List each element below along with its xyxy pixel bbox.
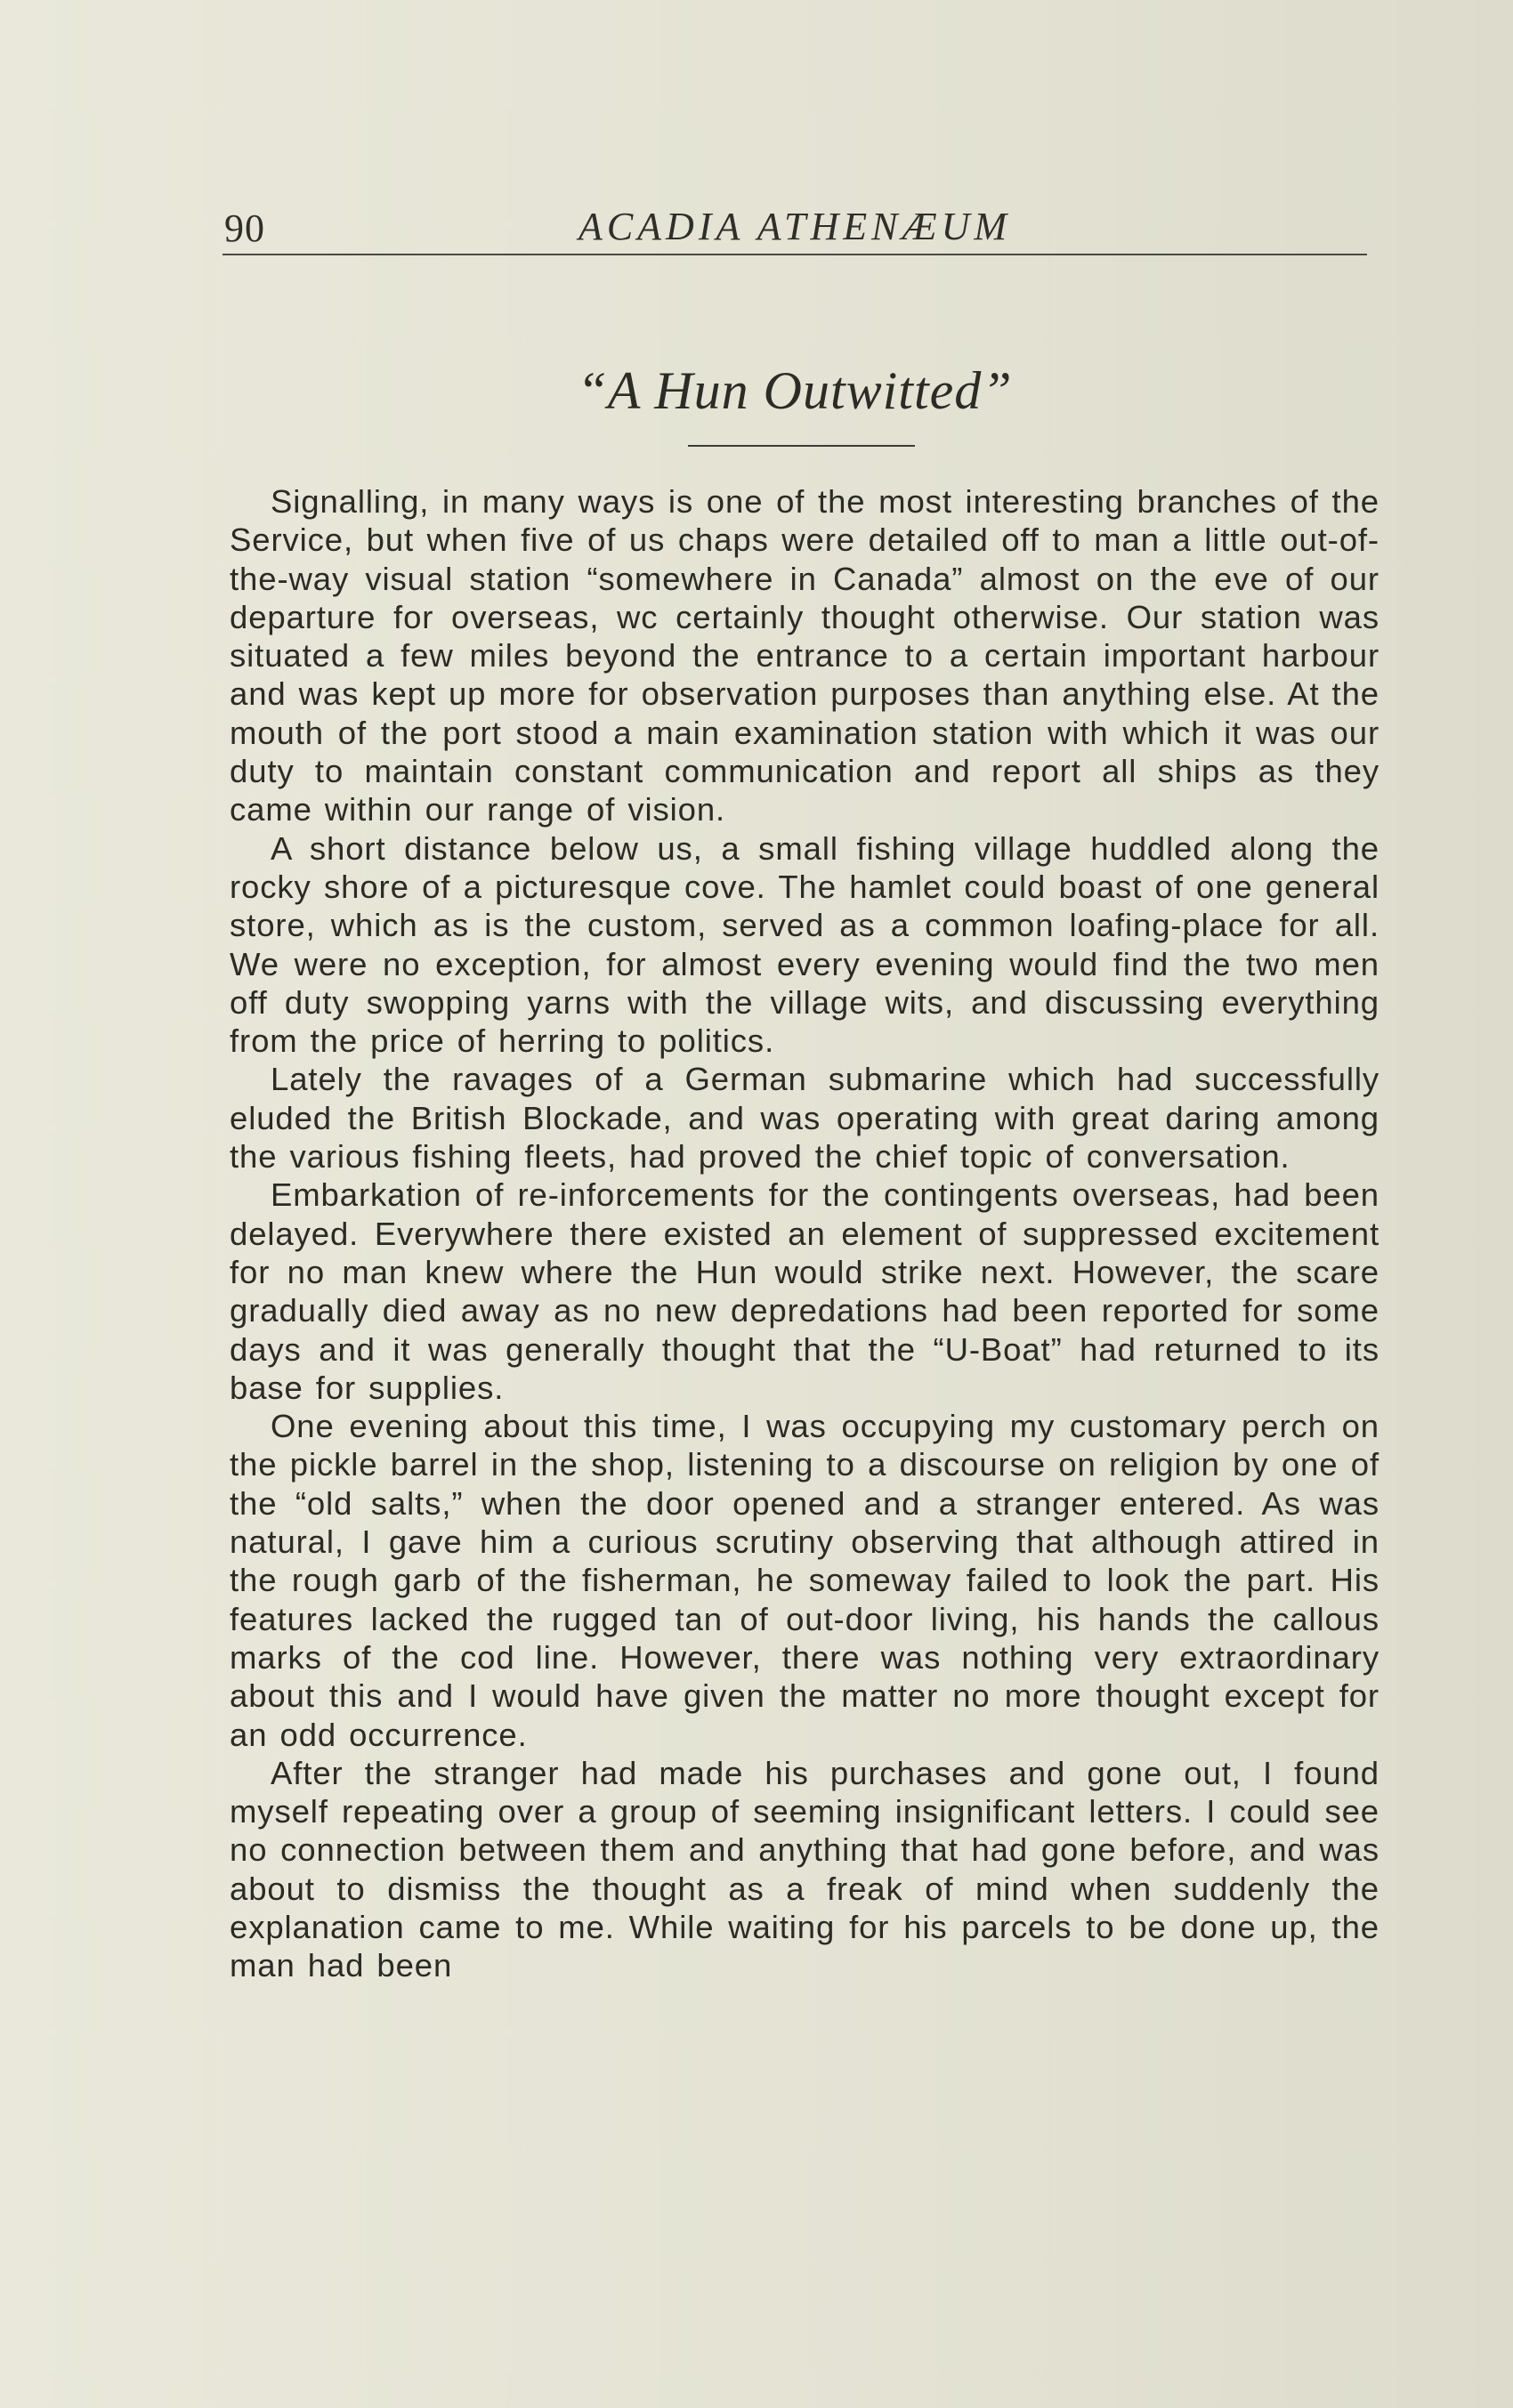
running-header	[222, 200, 1367, 255]
running-title: ACADIA ATHENÆUM	[578, 205, 1012, 248]
paragraph: Lately the ravages of a German submarine which had successfully eluded the British Blockade, and was operating with great daring among the various fishing fleets, had proved the chief topic of conversation.	[230, 1061, 1380, 1176]
paragraph: Embarkation of re-inforcements for the contingents overseas, had been delayed. Everywhere there existed an element of suppressed excitement for no man knew where the Hun would strike next. However, the scare gradually died away as no new depredations had been reported for some days and it was generally thought that the “U-Boat” had returned to its base for supplies.	[230, 1176, 1380, 1406]
article-title: “A Hun Outwitted”	[577, 361, 1013, 420]
paragraph: A short distance below us, a small fishing village huddled along the rocky shore of a picturesque cove. The hamlet could boast of one general store, which as is the custom, served as a common loafing-place for all. We were no exception, for almost every evening would find the two men off duty swopping yarns with the village wits, and discussing everything from the price of herring to politics.	[230, 829, 1380, 1060]
article-body	[230, 482, 1380, 1985]
paragraph: After the stranger had made his purchases and gone out, I found myself repeating over a group of seeming insignificant letters. I could see no connection between them and anything that had gone before, and was about to dismiss the thought as a freak of mind when suddenly the explanation came to me. While waiting for his parcels to be done up, the man had been	[230, 1754, 1380, 1984]
page-number: 90	[224, 206, 265, 250]
title-divider	[688, 445, 915, 447]
paragraph: One evening about this time, I was occupying my customary perch on the pickle barrel in the shop, listening to a discourse on religion by one of the “old salts,” when the door opened and a stranger entered. As was natural, I gave him a curious scrutiny observing that although attired in the rough garb of the fisherman, he someway failed to look the part. His features lacked the rugged tan of out-door living, his hands the callous marks of the cod line. However, there was nothing very extraordinary about this and I would have given the matter no more thought except for an odd occurrence.	[230, 1408, 1380, 1753]
paragraph: Signalling, in many ways is one of the most interesting branches of the Service, but when five of us chaps were detailed off to man a little out-of-the-way visual station “somewhere in Canada” almost on the eve of our departure for overseas, wc certainly thought otherwise. Our station was situated a few miles beyond the entrance to a certain important harbour and was kept up more for observation purposes than anything else. At the mouth of the port stood a main examination station with which it was our duty to maintain constant communication and report all ships as they came within our range of vision.	[230, 483, 1380, 828]
